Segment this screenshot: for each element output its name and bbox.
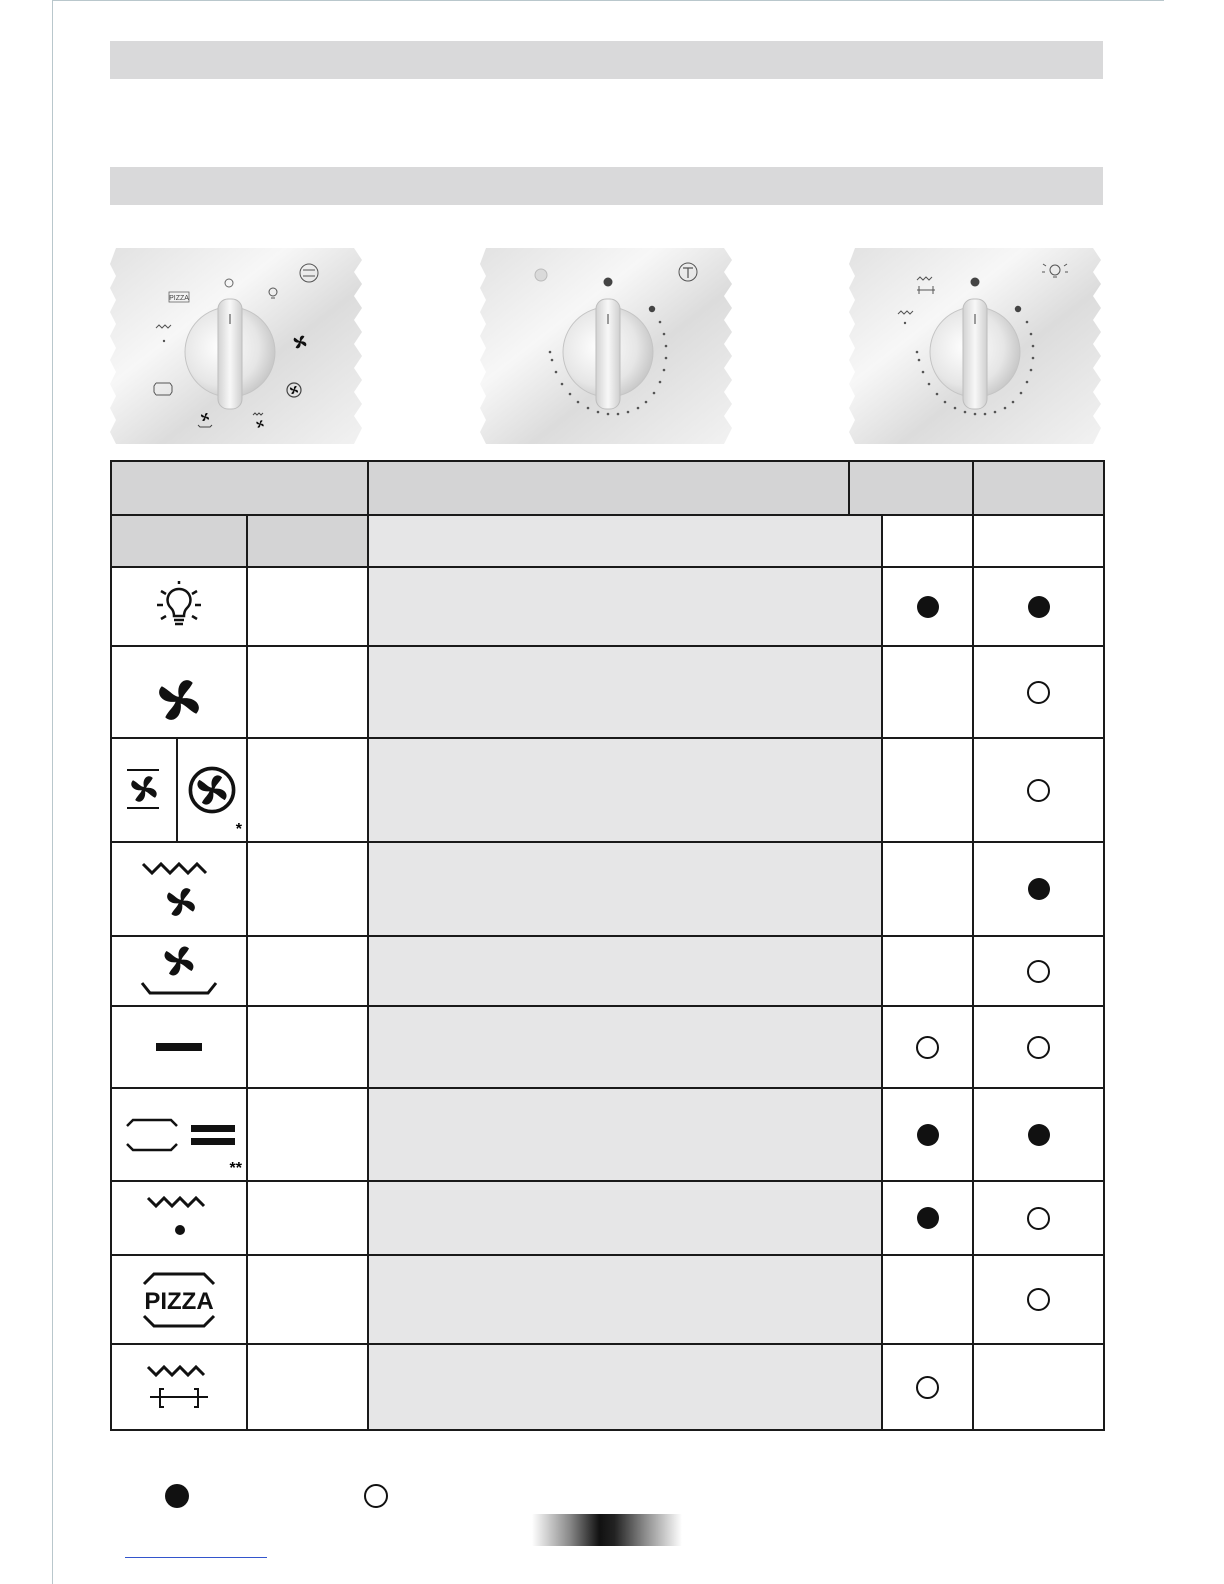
indicator-light-icon [535,269,547,281]
section-header-band-2 [110,167,1103,205]
table-row [111,738,1104,842]
row-function-cell [247,1088,368,1181]
filled-dot-marker [1028,1124,1050,1146]
row-model-2-cell [973,1344,1104,1430]
row-function-cell [247,567,368,646]
row-symbol-cell [111,646,247,738]
filled-dot-marker [917,1207,939,1229]
header-function [247,515,368,567]
filled-dot-marker [1028,596,1050,618]
row-description-cell [368,842,882,936]
row-function-cell [247,646,368,738]
table-header-row-1 [111,461,1104,515]
legend-filled-dot [165,1484,189,1508]
footer-link-rule [125,1557,267,1558]
row-function-cell [247,1006,368,1088]
row-model-2-cell [973,1006,1104,1088]
oven-functions-table [110,460,1105,1431]
page-margin-line [52,0,53,1584]
row-description-cell [368,1255,882,1344]
off-dot-icon [604,278,613,287]
table-row [111,1255,1104,1344]
row-symbol-cell-left [111,738,177,842]
row-model-1-cell [882,567,973,646]
row-description-cell [368,1006,882,1088]
grill-rotisserie-icon [144,1359,214,1415]
table-row [111,646,1104,738]
row-description-cell [368,936,882,1006]
row-model-1-cell [882,936,973,1006]
grill-fan-icon [139,854,219,924]
footnote-single-asterisk: * [235,821,242,838]
row-function-cell [247,1255,368,1344]
header-sub-model-1 [882,515,973,567]
row-model-2-cell [973,936,1104,1006]
section-header-band-1 [110,41,1103,79]
row-model-1-cell [882,646,973,738]
legend-empty-dot [364,1484,388,1508]
empty-dot-marker [916,1036,939,1059]
row-description-cell [368,646,882,738]
row-symbol-cell [111,1255,247,1344]
row-model-2-cell [973,842,1104,936]
table-row [111,842,1104,936]
empty-dot-marker [916,1376,939,1399]
bottom-element-icon [156,1041,202,1053]
row-function-cell [247,738,368,842]
row-description-cell [368,1181,882,1255]
row-description-cell [368,1344,882,1430]
row-model-2-cell [973,1181,1104,1255]
header-sub-model-2 [973,515,1104,567]
header-symbol-group [111,461,368,515]
row-model-1-cell [882,1255,973,1344]
header-model-1 [849,461,973,515]
footnote-double-asterisk: ** [229,1160,242,1177]
row-description-cell [368,738,882,842]
table-row [111,567,1104,646]
row-model-2-cell [973,567,1104,646]
row-symbol-cell [111,1181,247,1255]
fan-icon [157,678,201,722]
empty-dot-marker [1027,681,1050,704]
empty-dot-marker [1027,1036,1050,1059]
row-model-1-cell [882,1344,973,1430]
off-dot-icon [971,278,980,287]
grill-selector-knob-panel [847,244,1103,449]
row-symbol-cell [111,1006,247,1088]
empty-dot-marker [1027,779,1050,802]
lamp-icon [147,581,211,633]
table-row [111,1088,1104,1181]
row-model-1-cell [882,842,973,936]
row-model-2-cell [973,1255,1104,1344]
row-symbol-cell [111,1344,247,1430]
filled-dot-marker [917,1124,939,1146]
fan-bottom-heat-icon [139,939,219,1003]
row-function-cell [247,936,368,1006]
row-function-cell [247,1344,368,1430]
filled-dot-marker [917,596,939,618]
row-description-cell [368,1088,882,1181]
row-symbol-cell [111,842,247,936]
function-selector-knob-panel [108,244,364,449]
filled-dot-marker [1028,878,1050,900]
page-number-tab [532,1514,682,1546]
pizza-label: PIZZA [144,1287,214,1315]
row-model-2-cell [973,1088,1104,1181]
table-row [111,936,1104,1006]
thermostat-knob-panel [478,244,734,449]
grill-dot-icon [144,1190,214,1246]
row-symbol-cell [111,1088,247,1181]
row-function-cell [247,1181,368,1255]
table-row [111,1181,1104,1255]
pizza-icon [139,1270,219,1330]
table-row [111,1344,1104,1430]
header-description [368,461,849,515]
page-top-line [52,0,1164,1]
empty-dot-marker [1027,1207,1050,1230]
top-bottom-heat-icon [121,1110,237,1160]
header-model-2 [973,461,1104,515]
table-row [111,1006,1104,1088]
header-sub-description [368,515,882,567]
row-model-2-cell [973,738,1104,842]
row-symbol-cell [111,567,247,646]
fan-circle-icon [188,766,236,814]
header-symbol [111,515,247,567]
row-description-cell [368,567,882,646]
row-model-1-cell [882,738,973,842]
row-symbol-cell [111,936,247,1006]
table-header-row-2 [111,515,1104,567]
row-model-1-cell [882,1181,973,1255]
svg-text:PIZZA: PIZZA [169,295,189,302]
row-function-cell [247,842,368,936]
row-model-2-cell [973,646,1104,738]
row-symbol-cell-right [177,738,247,842]
row-model-1-cell [882,1006,973,1088]
empty-dot-marker [1027,1288,1050,1311]
empty-dot-marker [1027,960,1050,983]
row-model-1-cell [882,1088,973,1181]
fan-top-heat-icon [119,760,169,820]
